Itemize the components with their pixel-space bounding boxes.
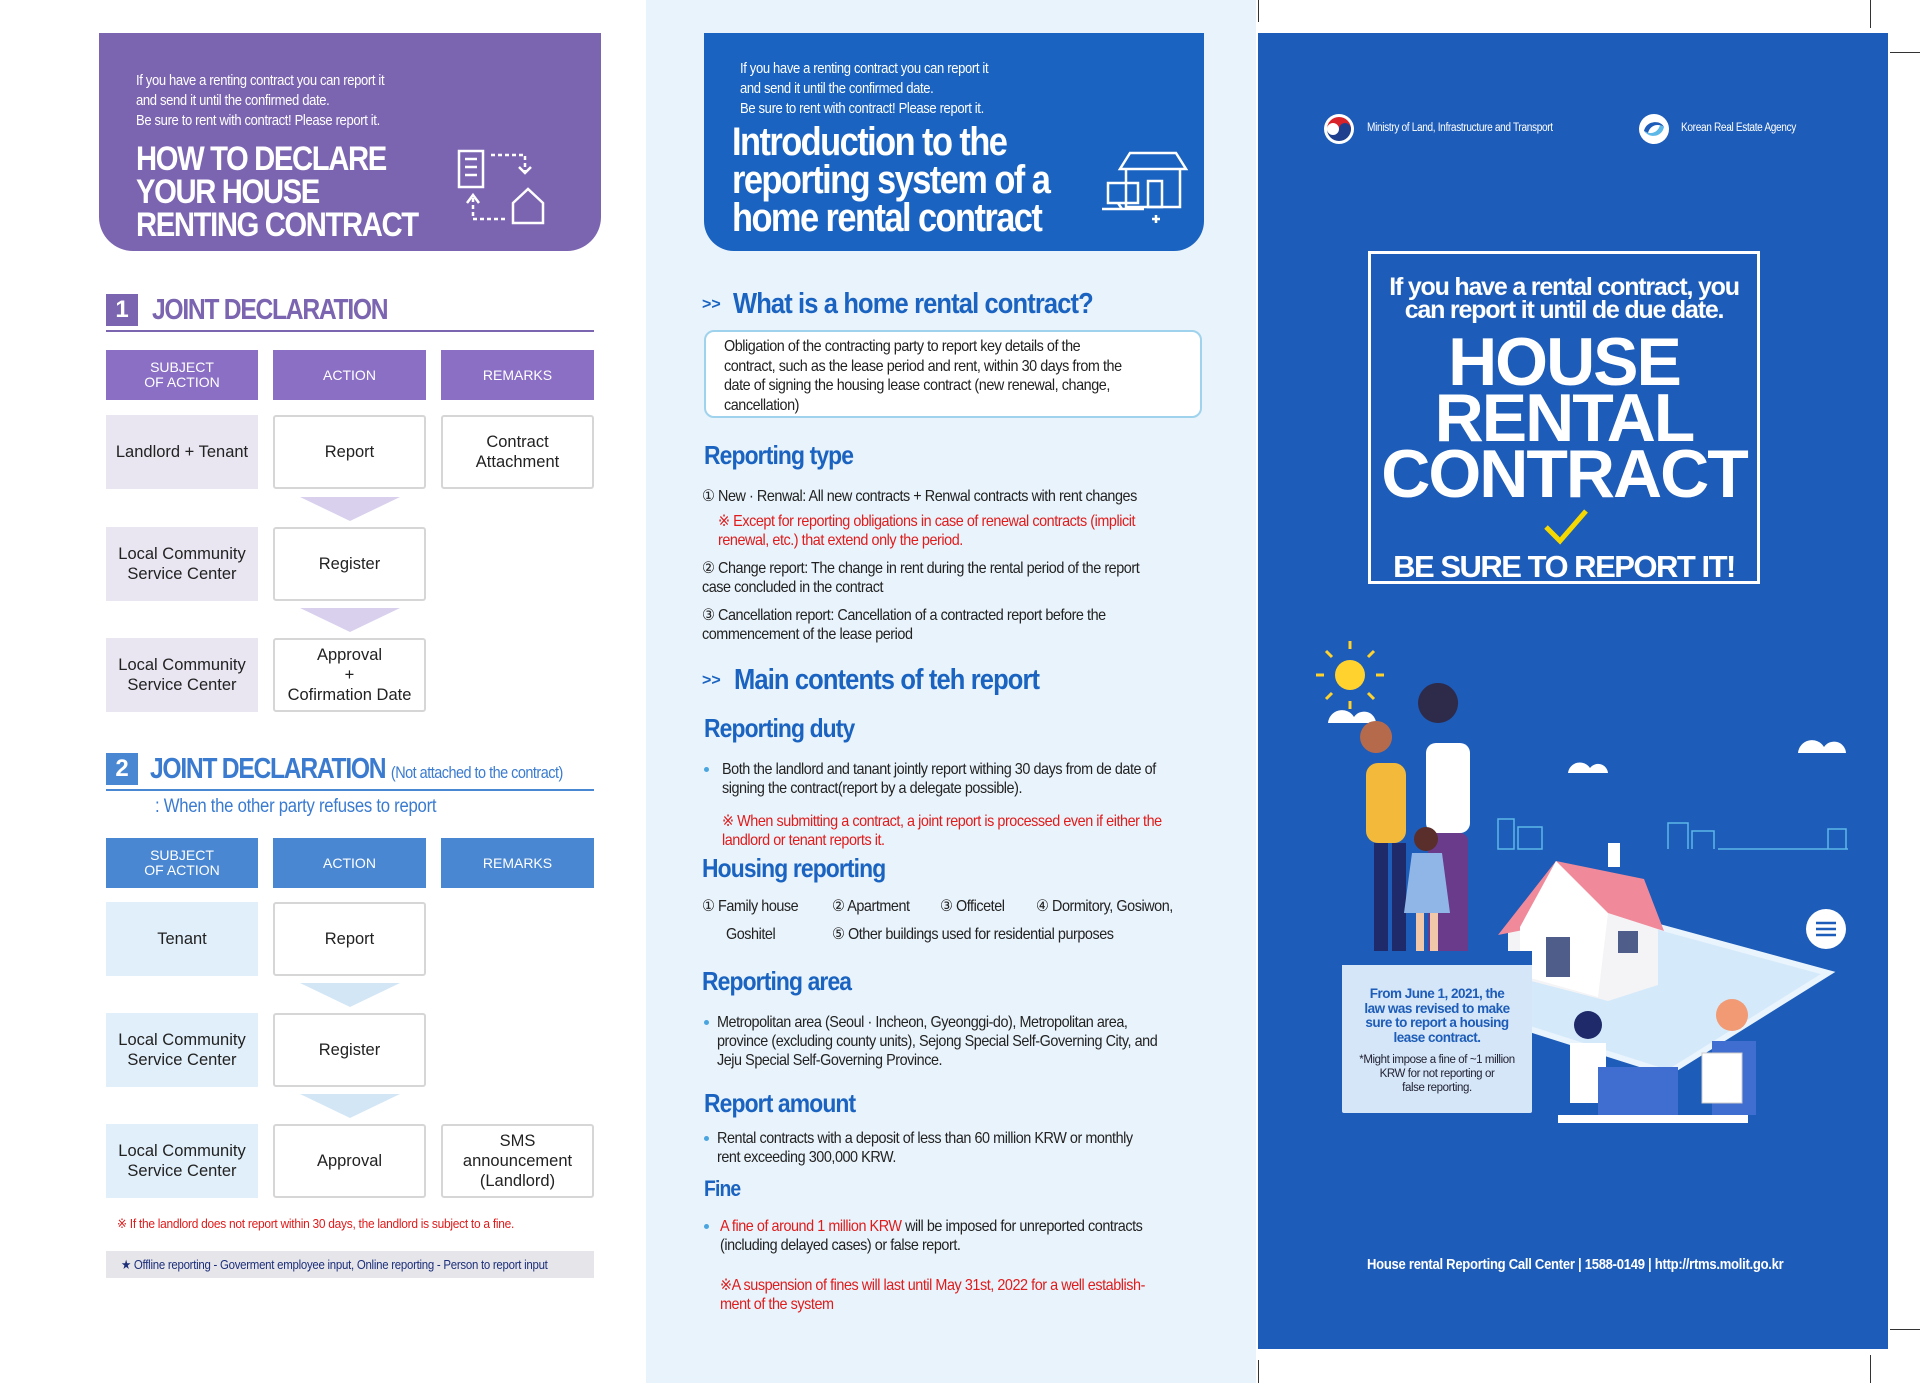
s2-header-remarks: REMARKS <box>441 838 594 888</box>
checkmark-icon <box>1544 509 1588 545</box>
chevron-down-icon <box>300 608 400 632</box>
bullet-dot <box>704 1136 709 1141</box>
info-bold: From June 1, 2021, the law was revised to make sure to report a housing lease contract. <box>1364 986 1510 1045</box>
s2-row3-action: Approval <box>273 1124 426 1198</box>
s2-row2-subject: Local Community Service Center <box>106 1013 258 1087</box>
section1-heading <box>106 292 600 332</box>
section2-heading <box>106 751 600 791</box>
cta-text: BE SURE TO REPORT IT! <box>1393 549 1735 584</box>
section2-underline <box>106 789 594 791</box>
landlord-fine-note: ※ If the landlord does not report within 30 days, the landlord is subject to a fine. <box>117 1216 515 1231</box>
left-header-intro: If you have a renting contract you can report it and send it until the confirmed date. Be sure to rent with contract! Please report it. <box>136 73 385 129</box>
government-emblem-icon <box>1323 113 1355 145</box>
fine-amount: A fine of around 1 million KRW <box>720 1218 902 1235</box>
middle-header-intro: If you have a renting contract you can report it and send it until the confirmed date. Be sure to rent with contract! Please report it. <box>740 61 989 117</box>
section2-subtitle: : When the other party refuses to report <box>155 796 437 817</box>
s1-header-remarks: REMARKS <box>441 350 594 400</box>
duty-text: Both the landlord and tanant jointly report withing 30 days from de date of signing the contract(report by a delegate possible). <box>722 761 1156 797</box>
area-text: Metropolitan area (Seoul · Incheon, Gyeonggi-do), Metropolitan area, province (excluding county units), Sejong Special Self-Governing City, and Jeju Special Self-Governing Province. <box>717 1014 1158 1069</box>
reporting-type-3: ③ Cancellation report: Cancellation of a contracted report before the commencement of the lease period <box>702 607 1106 643</box>
house-laptop-icon <box>1100 149 1192 227</box>
chevron-right-icon: >> <box>702 672 721 689</box>
call-center-footer: House rental Reporting Call Center | 1588-0149 | http://rtms.molit.go.kr <box>1367 1257 1784 1273</box>
s2-row2-action: Register <box>273 1013 426 1087</box>
building-to-house-icon <box>455 143 551 229</box>
s2-row1-subject: Tenant <box>106 902 258 976</box>
info-box-topbar <box>1342 951 1532 965</box>
agency-logo-icon <box>1638 113 1670 145</box>
section2-title: JOINT DECLARATION (Not attached to the contract) <box>150 753 563 785</box>
s2-header-subject: SUBJECT OF ACTION <box>106 838 258 888</box>
section2-number: 2 <box>106 753 138 785</box>
chevron-down-icon <box>300 497 400 521</box>
reporting-type-1: ① New · Renwal: All new contracts + Renwal contracts with rent changes <box>702 488 1137 505</box>
bullet-dot <box>704 1224 709 1229</box>
left-panel <box>0 0 642 1383</box>
agency-name: Korean Real Estate Agency <box>1681 122 1796 134</box>
law-info-box <box>1342 955 1532 1113</box>
s1-row1-subject: Landlord + Tenant <box>106 415 258 489</box>
duty-title: Reporting duty <box>704 713 855 743</box>
chevron-right-icon: >> <box>702 296 721 313</box>
chevron-down-icon <box>300 983 400 1007</box>
amount-text: Rental contracts with a deposit of less than 60 million KRW or monthly rent exceeding 300,000 KRW. <box>717 1130 1133 1166</box>
section2-title-note: (Not attached to the contract) <box>390 763 563 782</box>
middle-header <box>704 33 1204 251</box>
ministry-name: Ministry of Land, Infrastructure and Transport <box>1367 122 1553 134</box>
housing-goshitel: Goshitel <box>726 926 776 943</box>
left-header <box>99 33 601 251</box>
section1-underline <box>106 330 594 332</box>
title-frame <box>1368 251 1760 584</box>
housing-title: Housing reporting <box>702 853 886 883</box>
offline-note: ★ Offline reporting - Goverment employee input, Online reporting - Person to report input <box>121 1257 548 1272</box>
right-panel <box>1258 33 1888 1349</box>
amount-title: Report amount <box>704 1088 856 1118</box>
bullet-dot <box>704 1020 709 1025</box>
housing-other: ⑤ Other buildings used for residential purposes <box>832 926 1114 943</box>
housing-apartment: ② Apartment <box>832 898 910 915</box>
left-header-title: HOW TO DECLARE YOUR HOUSE RENTING CONTRACT <box>136 140 418 244</box>
s1-row3-subject: Local Community Service Center <box>106 638 258 712</box>
housing-family: ① Family house <box>702 898 799 915</box>
s1-header-subject: SUBJECT OF ACTION <box>106 350 258 400</box>
housing-officetel: ③ Officetel <box>940 898 1005 915</box>
s1-row2-action: Register <box>273 527 426 601</box>
main-contents-title: Main contents of teh report <box>734 664 1040 696</box>
middle-panel <box>646 0 1256 1383</box>
chevron-down-icon <box>300 1094 400 1118</box>
fine-title: Fine <box>704 1176 741 1201</box>
housing-dormitory: ④ Dormitory, Gosiwon, <box>1036 898 1173 915</box>
s1-row3-action: Approval + Cofirmation Date <box>273 638 426 712</box>
s2-row3-subject: Local Community Service Center <box>106 1124 258 1198</box>
reporting-type-2: ② Change report: The change in rent during the rental period of the report case concluded in the contract <box>702 560 1140 596</box>
reporting-type-1-note: ※ Except for reporting obligations in case of renewal contracts (implicit renewal, etc.) that extend only the period. <box>718 513 1136 549</box>
s1-row1-action: Report <box>273 415 426 489</box>
middle-header-title: Introduction to the reporting system of a home rental contract <box>732 120 1050 240</box>
duty-note: ※ When submitting a contract, a joint report is processed even if either the landlord or tenant reports it. <box>722 813 1162 849</box>
s1-row2-subject: Local Community Service Center <box>106 527 258 601</box>
s2-header-action: ACTION <box>273 838 426 888</box>
area-title: Reporting area <box>702 966 852 996</box>
s1-header-action: ACTION <box>273 350 426 400</box>
what-text: Obligation of the contracting party to report key details of the contract, such as the lease period and rent, within 30 days from the date of signing the housing lease contract (new renewal, change, cancellation) <box>724 338 1122 414</box>
s2-row1-action: Report <box>273 902 426 976</box>
reporting-type-title: Reporting type <box>704 440 854 470</box>
section1-title: JOINT DECLARATION <box>152 294 388 326</box>
tagline: If you have a rental contract, you can report it until de due date. <box>1389 273 1739 324</box>
bullet-dot <box>704 767 709 772</box>
what-title: What is a home rental contract? <box>733 288 1093 320</box>
s1-row1-remarks: Contract Attachment <box>441 415 594 489</box>
s2-row3-remarks: SMS announcement (Landlord) <box>441 1124 594 1198</box>
fine-text: A fine of around 1 million KRW will be imposed for unreported contracts (including delayed cases) or false report. <box>720 1218 1143 1254</box>
section1-number: 1 <box>106 294 138 326</box>
info-small: *Might impose a fine of ~1 million KRW for not reporting or false reporting. <box>1359 1054 1515 1094</box>
fine-note: ※A suspension of fines will last until May 31st, 2022 for a well establish- ment of the system <box>720 1277 1145 1313</box>
main-title: HOUSE RENTAL CONTRACT <box>1381 324 1747 512</box>
